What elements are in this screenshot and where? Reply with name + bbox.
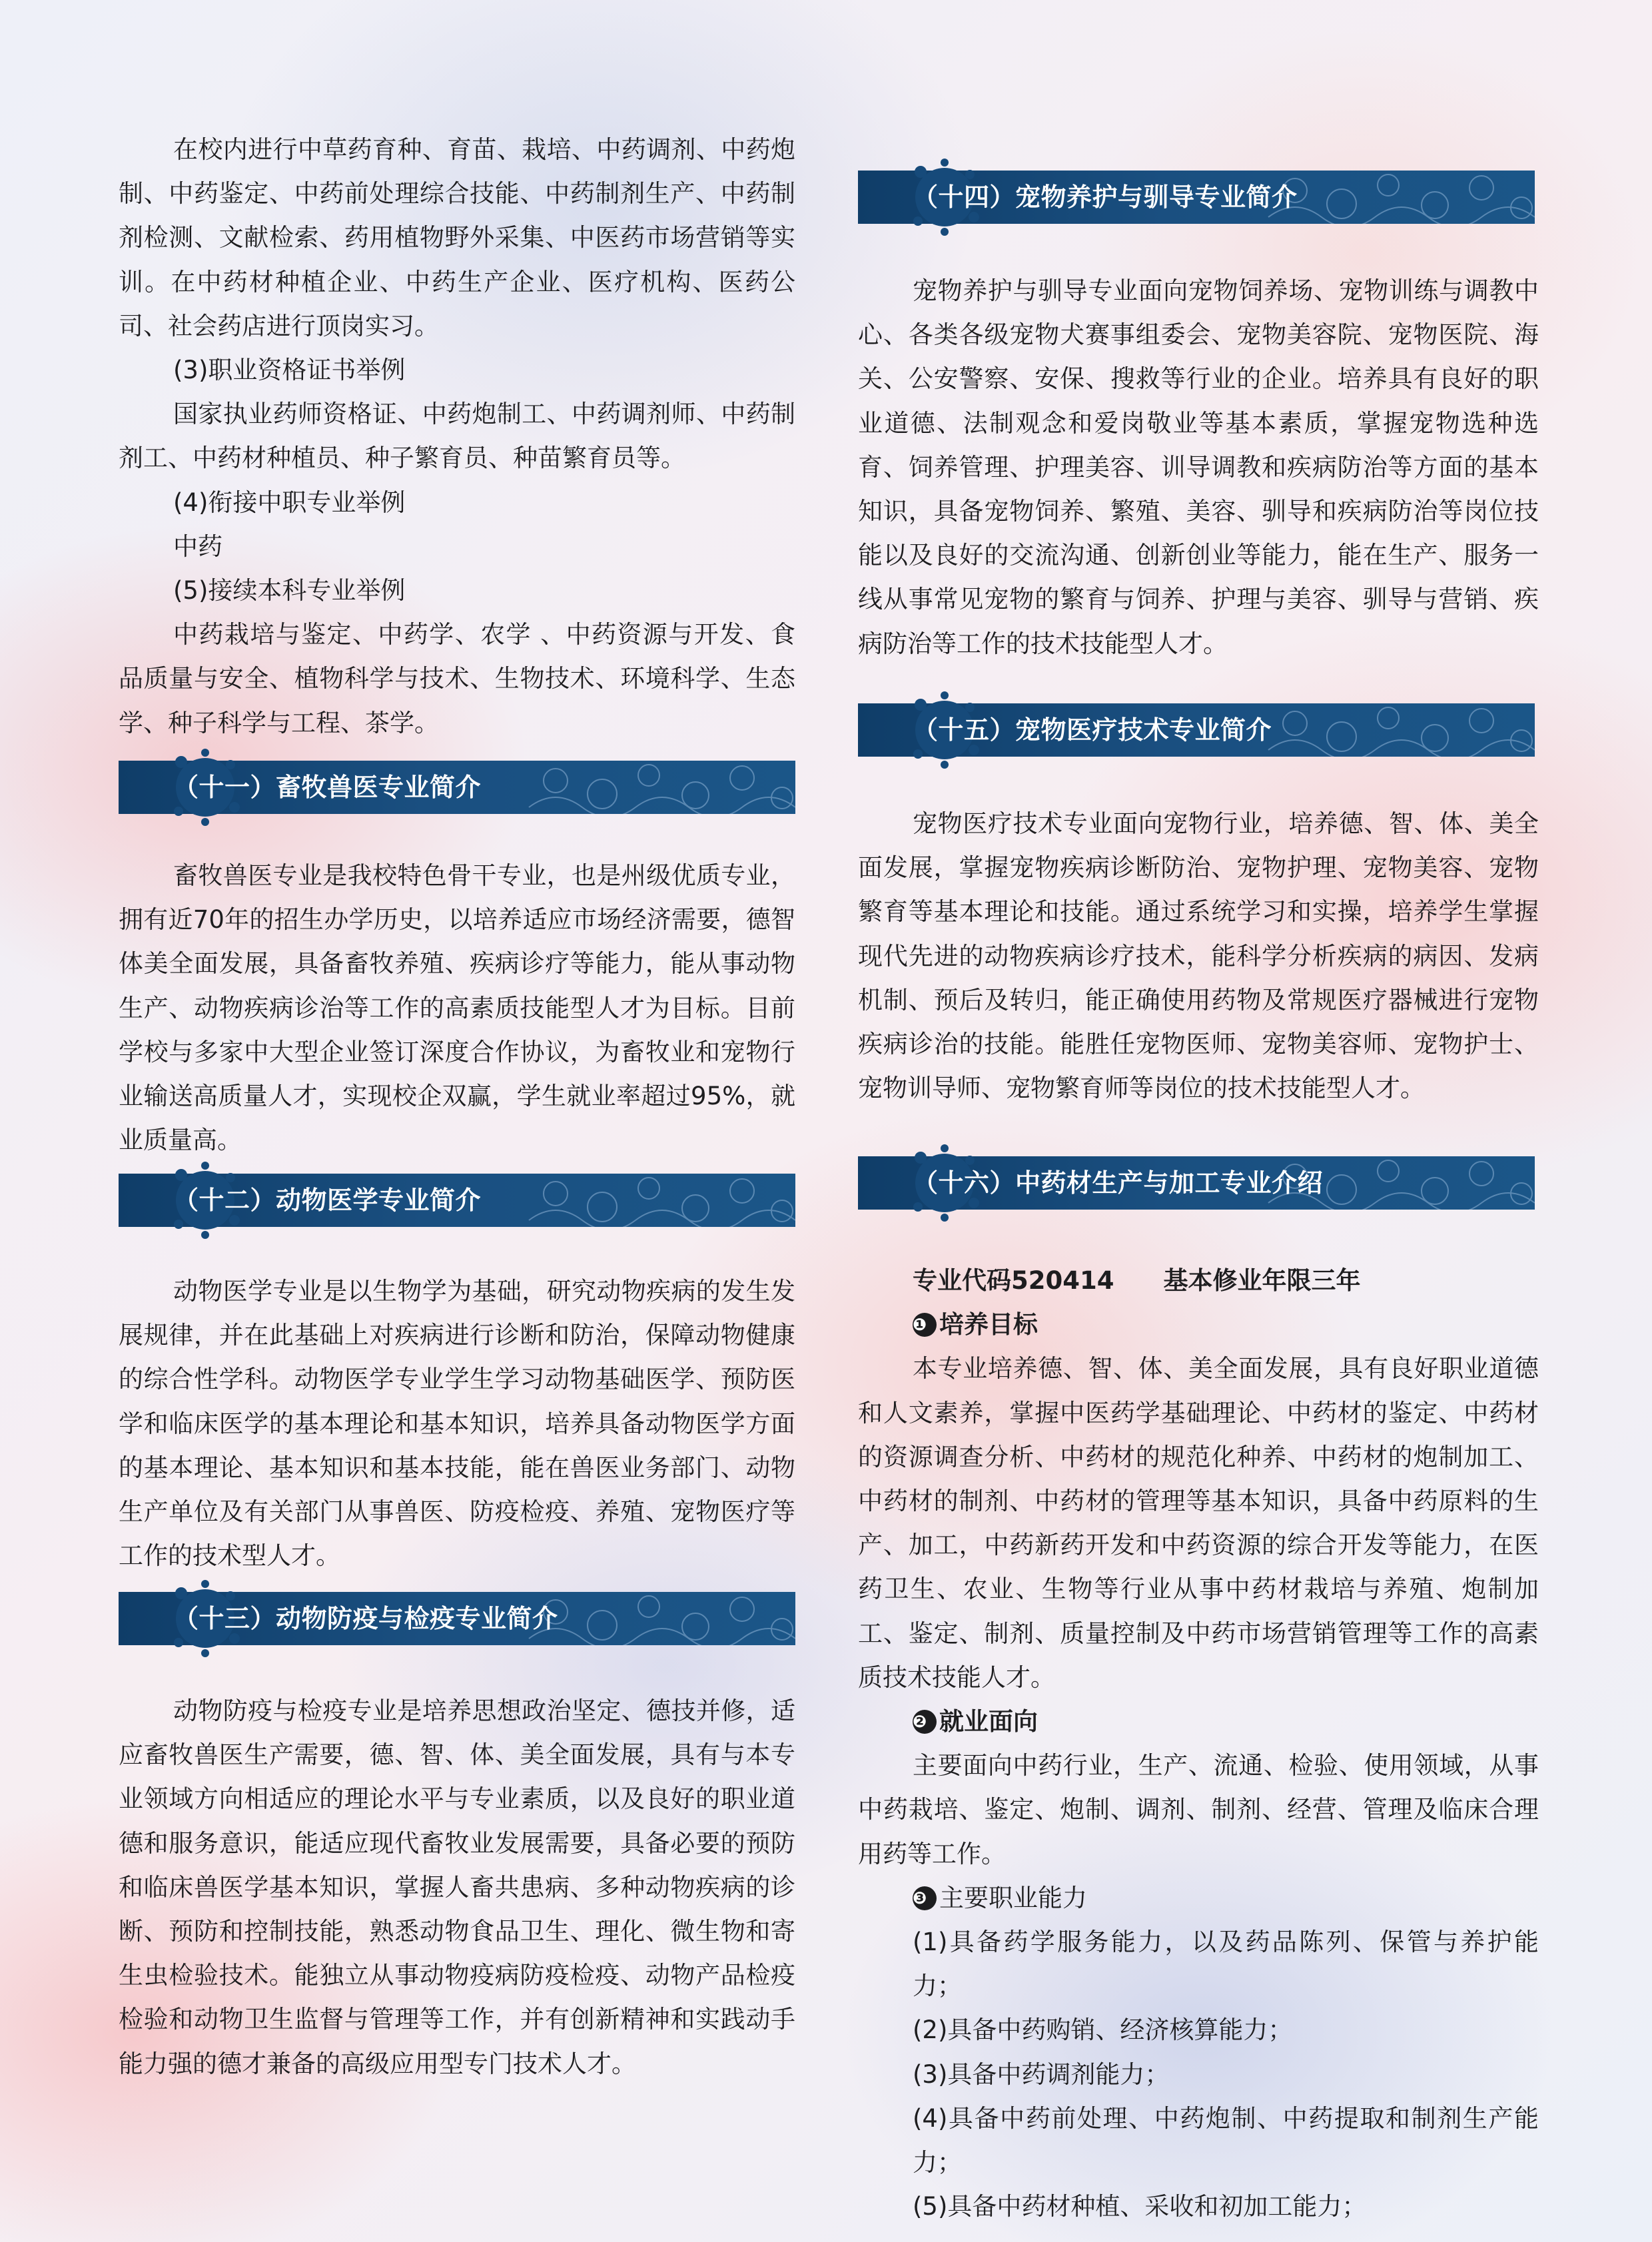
employment-heading	[858, 1700, 1539, 1744]
number-one-icon: ❶	[913, 1313, 937, 1337]
section-banner-14	[858, 171, 1535, 224]
goal-text: 本专业培养德、智、体、美全面发展，具有良好职业道德和人文素养，掌握中医药学基础理论、中药材的鉴定、中药材的资源调查分析、中药材的规范化种养、中药材的炮制加工、中药材的制剂、中药材的管理等基本知识，具备中药原料的生产、加工，中药新药开发和中药资源的综合开发等能力，在医药卫生、农业、生物等行业从事中药材栽培与养殖、炮制加工、鉴定、制剂、质量控制及中药市场营销管理等工作的高素质技术技能人才。	[858, 1354, 1539, 1692]
section-body-12-wrap	[119, 1270, 795, 1578]
section-banner-15	[858, 703, 1535, 757]
ability-heading-label: 主要职业能力	[939, 1883, 1087, 1912]
training-paragraph: 在校内进行中草药育种、育苗、栽培、中药调剂、中药炮制、中药鉴定、中药前处理综合技能、中药制剂生产、中药制剂检测、文献检索、药用植物野外采集、中医药市场营销等实训。在中药材种植企业、中药生产企业、医疗机构、医药公司、社会药店进行顶岗实习。	[119, 135, 795, 340]
section-body-11-wrap	[119, 854, 795, 1162]
section-title-12: （十二）动物医学专业简介	[173, 1186, 482, 1215]
ability-item-4: (4)具备中药前处理、中药炮制、中药提取和制剂生产能力；	[913, 2103, 1539, 2177]
employment-text: 主要面向中药行业，生产、流通、检验、使用领域，从事中药栽培、鉴定、炮制、调剂、制剂、经营、管理及临床合理用药等工作。	[858, 1751, 1539, 1868]
section-title-16: （十六）中药材生产与加工专业介绍	[913, 1168, 1324, 1198]
floral-pattern-icon	[516, 761, 795, 814]
section-banner-11	[119, 761, 795, 814]
section-banner-16	[858, 1156, 1535, 1210]
section-title-14: （十四）宠物养护与驯导专业简介	[913, 183, 1298, 212]
section-title-11: （十一）畜牧兽医专业简介	[173, 773, 482, 802]
goal-heading	[858, 1303, 1539, 1347]
bachelor-major-text: 中药栽培与鉴定、中药学、农学 、中药资源与开发、食品质量与安全、植物科学与技术、生物技术、环境科学、生态学、种子科学与工程、茶学。	[119, 620, 795, 737]
section-body-13: 动物防疫与检疫专业是培养思想政治坚定、德技并修，适应畜牧兽医生产需要，德、智、体、美全面发展，具有与本专业领域方向相适应的理论水平与专业素质，以及良好的职业道德和服务意识，能适应现代畜牧业发展需要，具备必要的预防和临床兽医学基本知识，掌握人畜共患病、多种动物疾病的诊断、预防和控制技能，熟悉动物食品卫生、理化、微生物和寄生虫检验技术。能独立从事动物疫病防疫检疫、动物产品检疫检验和动物卫生监督与管理等工作，并有创新精神和实践动手能力强的德才兼备的高级应用型专门技术人才。	[119, 1696, 795, 2078]
cert-text: 国家执业药师资格证、中药炮制工、中药调剂师、中药制剂工、中药材种植员、种子繁育员、种苗繁育员等。	[119, 400, 795, 473]
employment-heading-label: 就业面向	[939, 1707, 1038, 1736]
section-body-12: 动物医学专业是以生物学为基础，研究动物疾病的发生发展规律，并在此基础上对疾病进行诊断和防治，保障动物健康的综合性学科。动物医学专业学生学习动物基础医学、预防医学和临床医学的基本理论和基本知识，培养具备动物医学方面的基本理论、基本知识和基本技能，能在兽医业务部门、动物生产单位及有关部门从事兽医、防疫检疫、养殖、宠物医疗等工作的技术型人才。	[119, 1277, 795, 1571]
section-banner-12	[119, 1174, 795, 1227]
ability-item-3: (3)具备中药调剂能力；	[913, 2059, 1170, 2089]
ability-item-5: (5)具备中药材种植、采收和初加工能力；	[913, 2192, 1367, 2221]
secondary-major-heading: (4)衔接中职专业举例	[173, 488, 406, 517]
section-body-16-wrap	[858, 1259, 1539, 2229]
section-banner-13	[119, 1592, 795, 1645]
section-body-15-wrap	[858, 802, 1539, 1110]
section-title-13: （十三）动物防疫与检疫专业简介	[173, 1604, 558, 1633]
ability-item-2: (2)具备中药购销、经济核算能力；	[913, 2016, 1293, 2045]
left-column	[119, 128, 795, 745]
section-title-15: （十五）宠物医疗技术专业简介	[913, 715, 1272, 745]
number-three-icon: ❸	[913, 1886, 937, 1910]
section-body-11: 畜牧兽医专业是我校特色骨干专业，也是州级优质专业，拥有近70年的招生办学历史，以培养适应市场经济需要，德智体美全面发展，具备畜牧养殖、疾病诊疗等能力，能从事动物生产、动物疾病诊治等工作的高素质技能型人才为目标。目前学校与多家中大型企业签订深度合作协议，为畜牧业和宠物行业输送高质量人才，实现校企双赢，学生就业率超过95%，就业质量高。	[119, 861, 795, 1155]
secondary-major-text: 中药	[173, 532, 222, 561]
ability-item-1: (1)具备药学服务能力，以及药品陈列、保管与养护能力；	[913, 1928, 1539, 2001]
section-body-13-wrap	[119, 1689, 795, 2086]
floral-pattern-icon	[1255, 703, 1535, 757]
section-body-14: 宠物养护与驯导专业面向宠物饲养场、宠物训练与调教中心、各类各级宠物犬赛事组委会、宠物美容院、宠物医院、海关、公安警察、安保、搜救等行业的企业。培养具有良好的职业道德、法制观念和爱岗敬业等基本素质，掌握宠物选种选育、饲养管理、护理美容、训导调教和疾病防治等方面的基本知识，具备宠物饲养、繁殖、美容、驯导和疾病防治等岗位技能以及良好的交流沟通、创新创业等能力，能在生产、服务一线从事常见宠物的繁育与饲养、护理与美容、驯导与营销、疾病防治等工作的技术技能型人才。	[858, 276, 1539, 658]
ability-heading	[858, 1876, 1539, 1920]
major-code-line: 专业代码520414 基本修业年限三年	[913, 1266, 1361, 1295]
floral-pattern-icon	[516, 1174, 795, 1227]
section-body-15: 宠物医疗技术专业面向宠物行业，培养德、智、体、美全面发展，掌握宠物疾病诊断防治、宠物护理、宠物美容、宠物繁育等基本理论和技能。通过系统学习和实操，培养学生掌握现代先进的动物疾病诊疗技术，能科学分析疾病的病因、发病机制、预后及转归，能正确使用药物及常规医疗器械进行宠物疾病诊治的技能。能胜任宠物医师、宠物美容师、宠物护士、宠物训导师、宠物繁育师等岗位的技术技能型人才。	[858, 809, 1539, 1103]
number-two-icon: ❷	[913, 1710, 937, 1734]
bachelor-major-heading: (5)接续本科专业举例	[173, 576, 406, 605]
cert-heading: (3)职业资格证书举例	[173, 356, 406, 385]
section-body-14-wrap	[858, 269, 1539, 666]
goal-heading-label: 培养目标	[939, 1310, 1038, 1339]
